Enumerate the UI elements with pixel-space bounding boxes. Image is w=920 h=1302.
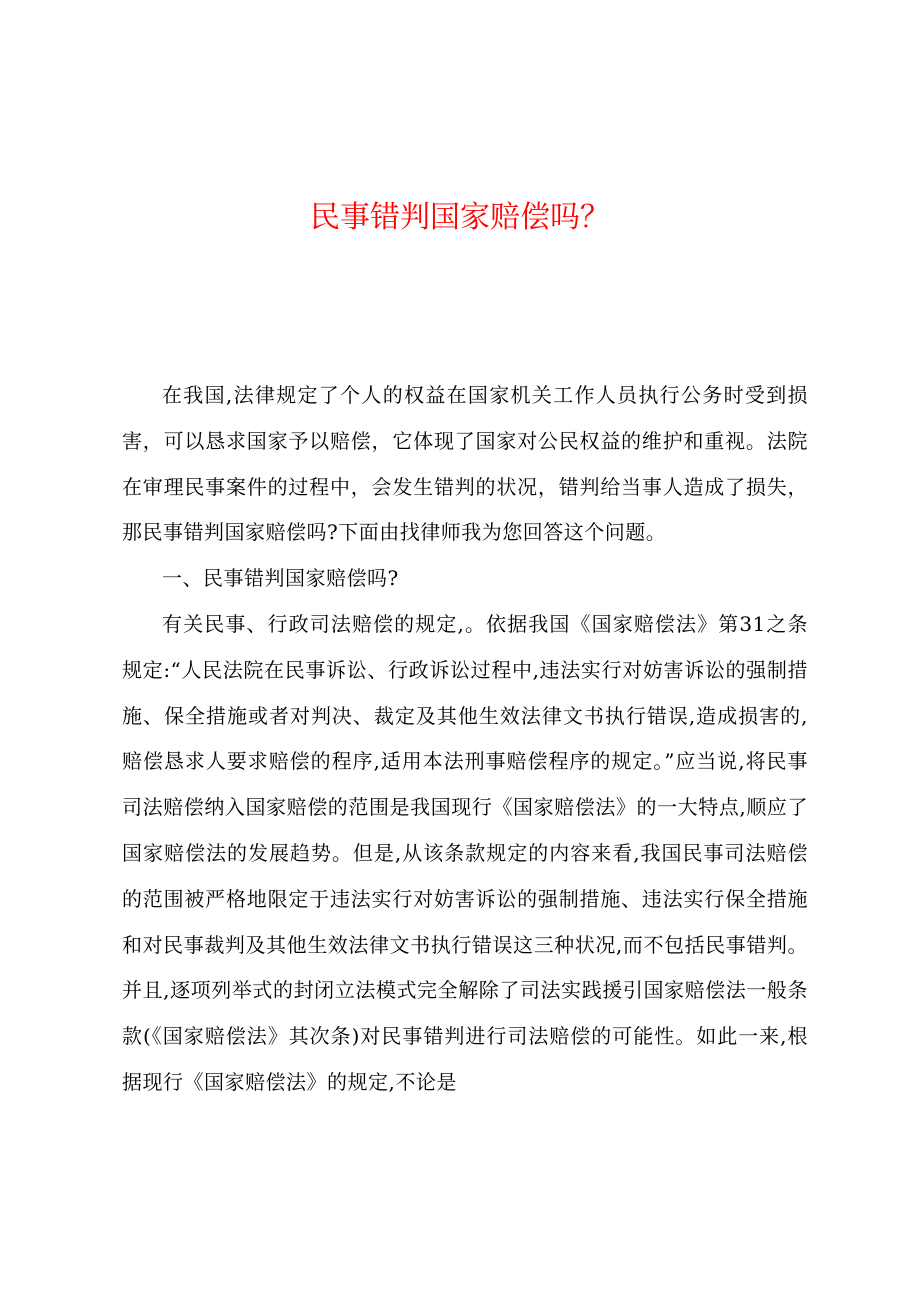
paragraph-legal-provisions: 有关民事、行政司法赔偿的规定,。依据我国《国家赔偿法》第31之条规定:“人民法院在民事诉讼、行政诉讼过程中,违法实行对妨害诉讼的强制措施、保全措施或者对判决、裁定及其他生效法律文书执行错误,造成损害的,赔偿恳求人要求赔偿的程序,适用本法刑事赔偿程序的规定。”应当说,将民事司法赔偿纳入国家赔偿的范围是我国现行《国家赔偿法》的一大特点,顺应了国家赔偿法的发展趋势。但是,从该条款规定的内容来看,我国民事司法赔偿的范围被严格地限定于违法实行对妨害诉讼的强制措施、违法实行保全措施和对民事裁判及其他生效法律文书执行错误这三种状况,而不包括民事错判。并且,逐项列举式的封闭立法模式完全解除了司法实践援引国家赔偿法一般条款(《国家赔偿法》其次条)对民事错判进行司法赔偿的可能性。如此一来,根据现行《国家赔偿法》的规定,不论是 (122, 611, 808, 1094)
paragraph-intro: 在我国,法律规定了个人的权益在国家机关工作人员执行公务时受到损害，可以恳求国家予以赔偿，它体现了国家对公民权益的维护和重视。法院在审理民事案件的过程中，会发生错判的状况，错判给当事人造成了损失，那民事错判国家赔偿吗?下面由找律师我为您回答这个问题。 (122, 383, 808, 545)
page-title: 民事错判国家赔偿吗？ (310, 200, 610, 235)
section-heading: 一、民事错判国家赔偿吗? (162, 566, 399, 591)
document-body (122, 373, 808, 1106)
